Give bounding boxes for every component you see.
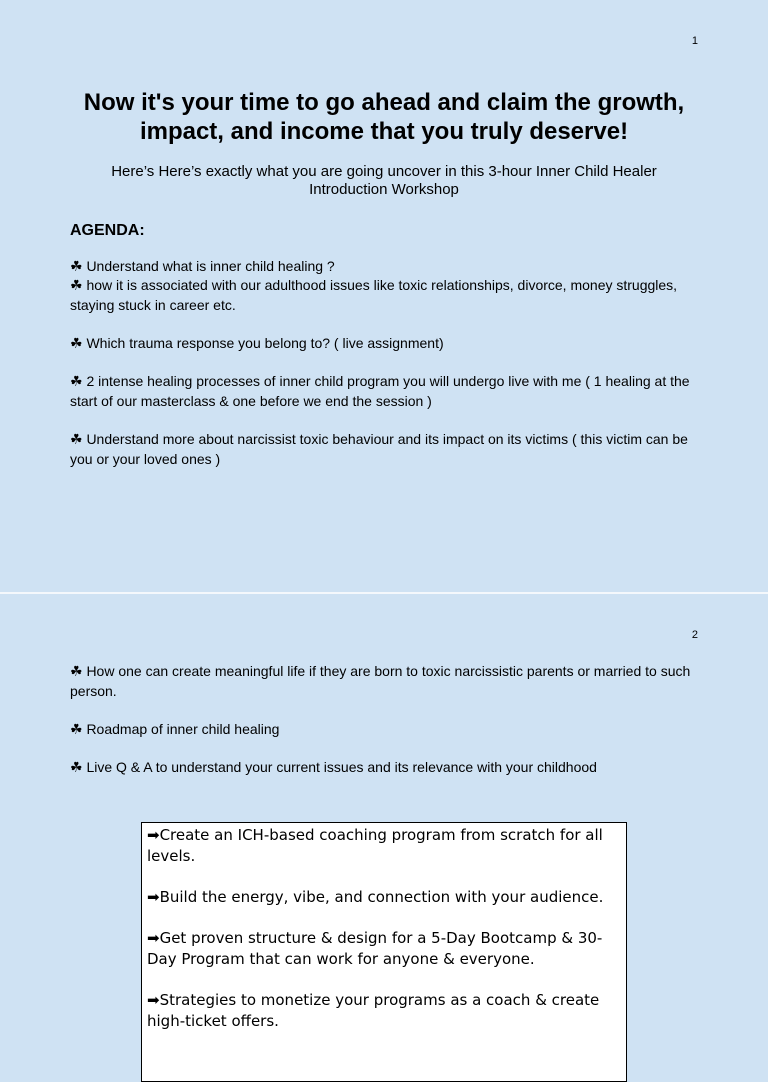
agenda-item: ☘ how it is associated with our adulthood issues like toxic relationships, divorce, money struggles, staying stuck in career etc. [70, 277, 678, 313]
benefit-item: ➡Create an ICH-based coaching program from scratch for all levels. [147, 826, 603, 865]
page-number: 1 [691, 35, 698, 47]
agenda-item: ☘ Live Q & A to understand your current issues and its relevance with your childhood [70, 759, 597, 775]
agenda-item: ☘ Understand more about narcissist toxic behaviour and its impact on its victims ( this victim can be you or your loved ones ) [70, 431, 688, 467]
benefit-item: ➡Build the energy, vibe, and connection with your audience. [147, 888, 604, 906]
agenda-item: ☘ Understand what is inner child healing ? [70, 258, 335, 274]
benefit-item: ➡Get proven structure & design for a 5-Day Bootcamp & 30-Day Program that can work for anyone & everyone. [147, 929, 603, 968]
agenda-item: ☘ Roadmap of inner child healing [70, 721, 280, 737]
benefits-box [141, 822, 627, 1082]
page-subtitle: Here’s Here’s exactly what you are going uncover in this 3-hour Inner Child Healer Introduction Workshop [111, 163, 657, 198]
agenda-item: ☘ Which trauma response you belong to? ( live assignment) [70, 335, 444, 351]
agenda-item: ☘ 2 intense healing processes of inner child program you will undergo live with me ( 1 healing at the start of our masterclass & one before we end the session ) [70, 373, 690, 409]
page-title: Now it's your time to go ahead and claim the growth, impact, and income that you truly deserve! [83, 89, 685, 145]
agenda-item: ☘ How one can create meaningful life if they are born to toxic narcissistic parents or married to such person. [70, 663, 691, 699]
agenda-heading: AGENDA: [70, 222, 145, 239]
benefit-item: ➡Strategies to monetize your programs as a coach & create high-ticket offers. [147, 991, 600, 1030]
page-number: 2 [691, 629, 698, 641]
page-2 [0, 594, 768, 1030]
